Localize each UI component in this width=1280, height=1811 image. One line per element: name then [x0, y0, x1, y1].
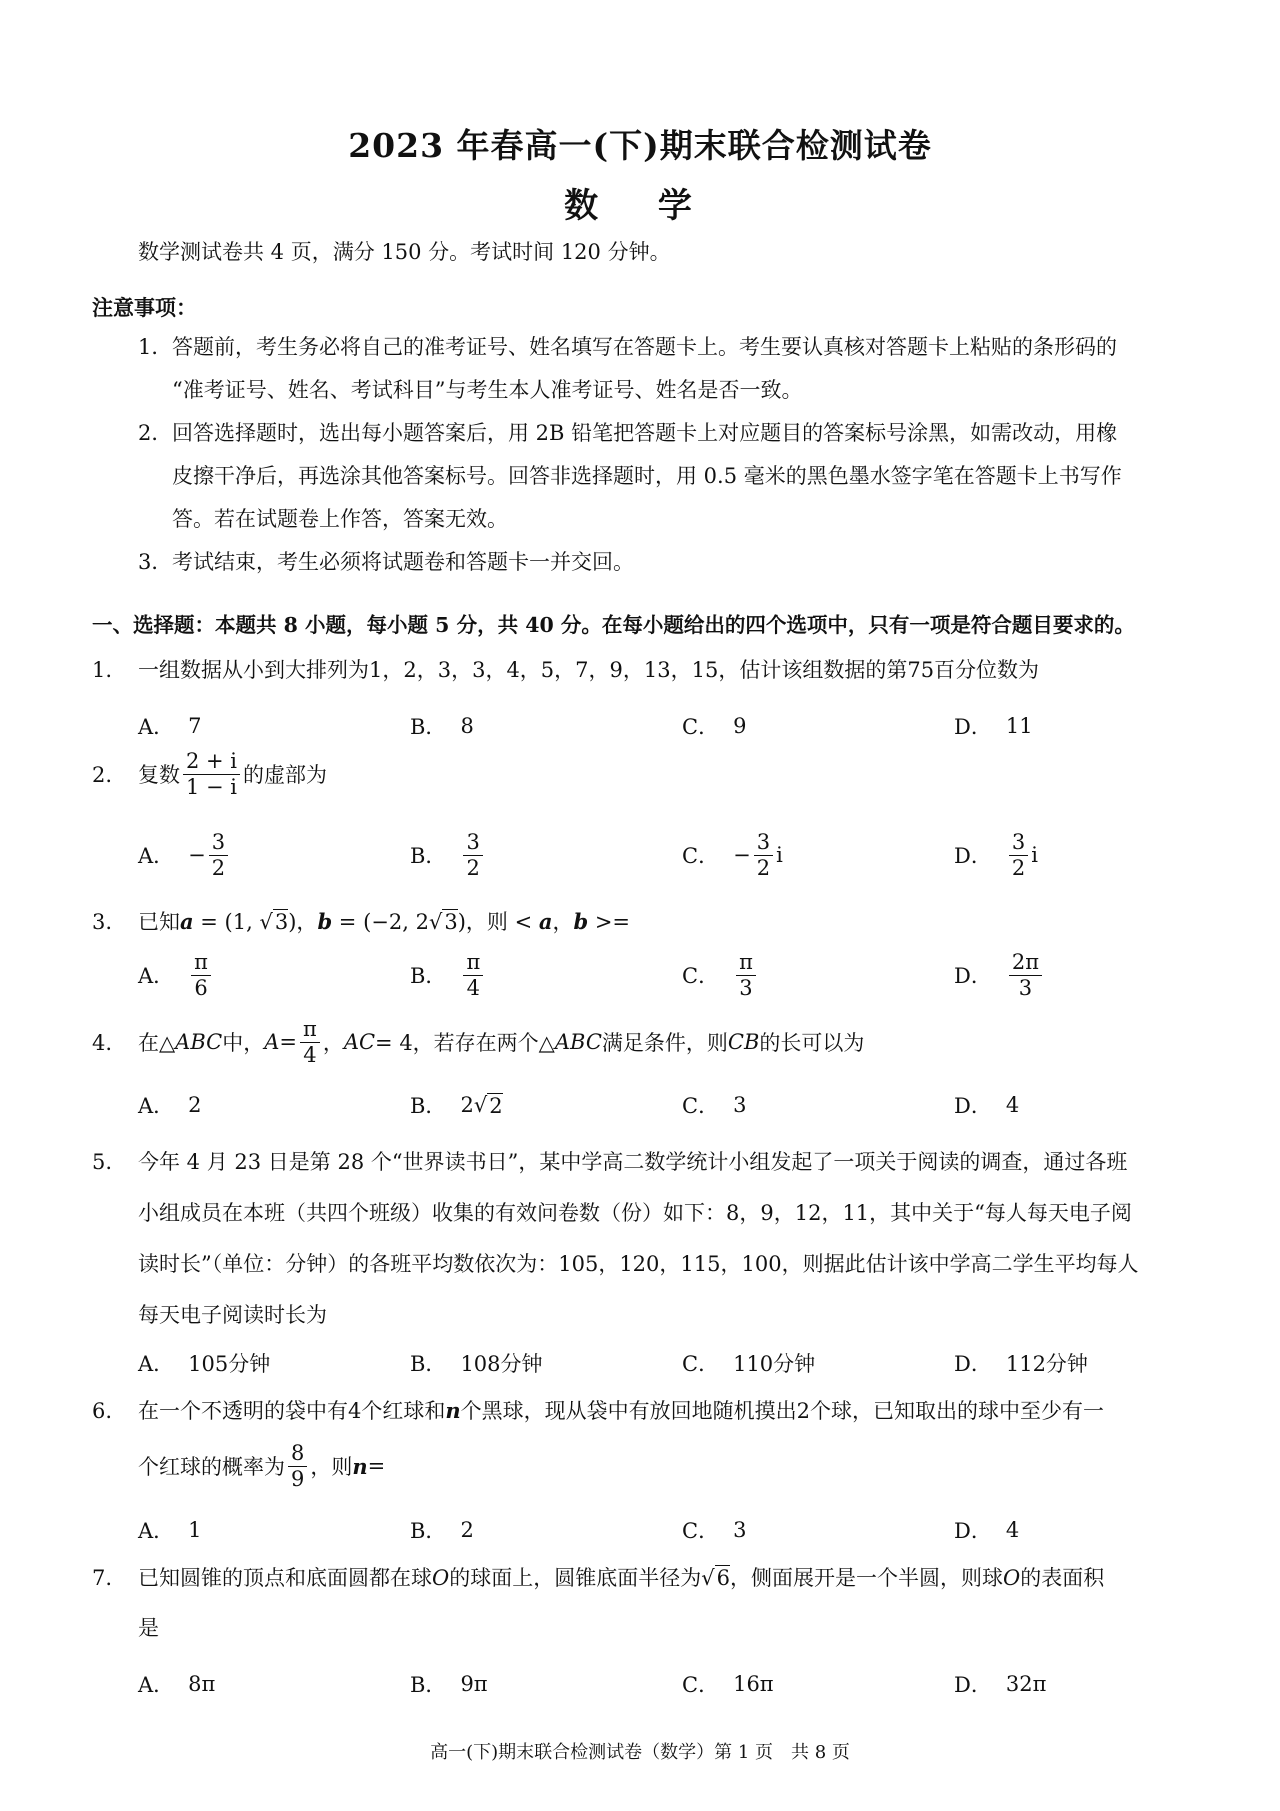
note-line: 答。若在试题卷上作答，答案无效。: [172, 507, 508, 531]
question-text: 一组数据从小到大排列为1，2，3，3，4，5，7，9，13，15，估计该组数据的第75百分位数为: [138, 658, 1040, 682]
question-5-options: [138, 1333, 1198, 1393]
question-number: 1.: [92, 658, 113, 682]
option-c: C． 3: [682, 1518, 747, 1543]
exam-title: 2023 年春高一(下)期末联合检测试卷: [348, 126, 932, 165]
section-heading: 一、选择题：本题共 8 小题，每小题 5 分，共 40 分。在每小题给出的四个选项中，只有一项是符合题目要求的。: [92, 613, 1135, 637]
question-text: 在△ ABC 中， A = $\frac{\pi}{4}$ ， AC = 4，若存在两个△ ABC 满足条件，则 CB 的长可以为: [138, 1017, 865, 1067]
question-text: 今年 4 月 23 日是第 28 个“世界读书日”，某中学高二数学统计小组发起了一项关于阅读的调查，通过各班 小组成员在本班（共四个班级）收集的有效问卷数（份）如下：8，9，12，11，其中关于“每人每天电子阅 读时长”（单位：分钟）的各班平均数依次为：105，120，115，100，则据此估计该中学高二学生平均每人 每天电子阅读时长为: [138, 1150, 1139, 1327]
note-line: 考试结束，考生必须将试题卷和答题卡一并交回。: [172, 550, 634, 574]
option-d: D． $\frac{3}{2}$ i: [954, 830, 1038, 880]
question-text: 个红球的概率为 $\frac{8}{9}$ ，则 n =: [138, 1441, 386, 1491]
note-number: 2．: [138, 421, 173, 445]
option-c: C． 110分钟: [682, 1352, 816, 1376]
question-4-options: [138, 1075, 1198, 1135]
option-b: B． $\frac{\pi}{4}$: [410, 942, 486, 1008]
question-number: 2.: [92, 763, 113, 787]
question-text: 已知a = (1, √3)，b = (−2, 2√3)，则 < a，b >=: [138, 909, 631, 934]
option-c: C． − $\frac{3}{2}$ i: [682, 830, 783, 880]
note-line: 答题前，考生务必将自己的准考证号、姓名填写在答题卡上。考生要认真核对答题卡上粘贴的条形码的: [172, 335, 1117, 359]
question-4: [92, 1010, 1198, 1074]
option-b: B． 2: [410, 1518, 474, 1543]
option-a: A． 1: [138, 1518, 202, 1543]
fraction: $\frac{2 + i}{1 - i}$: [183, 749, 240, 798]
question-number: 7.: [92, 1566, 113, 1590]
option-b: B． 108分钟: [410, 1352, 543, 1376]
option-d: D． $\frac{2\pi}{3}$: [954, 942, 1045, 1008]
option-c: C． 16π: [682, 1672, 774, 1697]
question-7-options: [138, 1654, 1198, 1714]
option-a: A． − $\frac{3}{2}$: [138, 820, 231, 890]
question-number: 3.: [92, 910, 113, 934]
question-6-options: [138, 1500, 1198, 1560]
option-d: D． 32π: [954, 1672, 1047, 1697]
question-text: 复数 $\frac{2 + i}{1 - i}$ 的虚部为: [138, 749, 328, 799]
question-6-line-2: [92, 1434, 1198, 1498]
question-2-options: [138, 820, 1198, 890]
question-2: [92, 742, 1198, 806]
note-number: 3．: [138, 550, 173, 574]
option-c: C． 3: [682, 1093, 747, 1118]
note-number: 1．: [138, 335, 173, 359]
question-text: 已知圆锥的顶点和底面圆都在球O的球面上，圆锥底面半径为√6，侧面展开是一个半圆，则球O的表面积 是: [138, 1566, 1105, 1640]
option-a: A． 105分钟: [138, 1352, 271, 1376]
page-footer: 高一(下)期末联合检测试卷（数学）第 1 页 共 8 页: [430, 1742, 850, 1763]
option-d: D． 112分钟: [954, 1352, 1088, 1376]
option-c: C． 9: [682, 714, 747, 739]
question-number: 5.: [92, 1150, 113, 1174]
note-item-1: [138, 326, 1196, 412]
exam-intro: 数学测试卷共 4 页，满分 150 分。考试时间 120 分钟。: [138, 240, 671, 264]
option-d: D． 11: [954, 714, 1033, 739]
option-b: B． 2 √ 2: [410, 1093, 503, 1118]
option-a: A． $\frac{\pi}{6}$: [138, 942, 214, 1008]
note-line: 皮擦干净后，再选涂其他答案标号。回答非选择题时，用 0.5 毫米的黑色墨水签字笔在答题卡上书写作: [172, 464, 1122, 488]
option-c: C． $\frac{\pi}{3}$: [682, 942, 759, 1008]
question-number: 4.: [92, 1031, 113, 1055]
note-item-2: [138, 412, 1196, 541]
note-line: “准考证号、姓名、考试科目”与考生本人准考证号、姓名是否一致。: [172, 378, 803, 402]
option-d: D． 4: [954, 1093, 1020, 1118]
option-a: A． 2: [138, 1093, 202, 1118]
note-item-3: [138, 541, 1196, 584]
question-text: 在一个不透明的袋中有4个红球和n个黑球，现从袋中有放回地随机摸出2个球，已知取出的球中至少有一: [138, 1398, 1105, 1423]
option-a: A． 7: [138, 714, 202, 739]
question-number: 6.: [92, 1399, 113, 1423]
option-b: B． 8: [410, 714, 474, 739]
option-b: B． 9π: [410, 1672, 488, 1697]
option-b: B． $\frac{3}{2}$: [410, 820, 486, 890]
note-line: 回答选择题时，选出每小题答案后，用 2B 铅笔把答题卡上对应题目的答案标号涂黑，如需改动，用橡: [172, 421, 1118, 445]
subject-title: 数 学: [564, 186, 716, 226]
question-3-options: [138, 942, 1198, 1008]
option-d: D． 4: [954, 1518, 1020, 1543]
notes-heading: 注意事项：: [92, 295, 197, 320]
option-a: A． 8π: [138, 1672, 216, 1697]
